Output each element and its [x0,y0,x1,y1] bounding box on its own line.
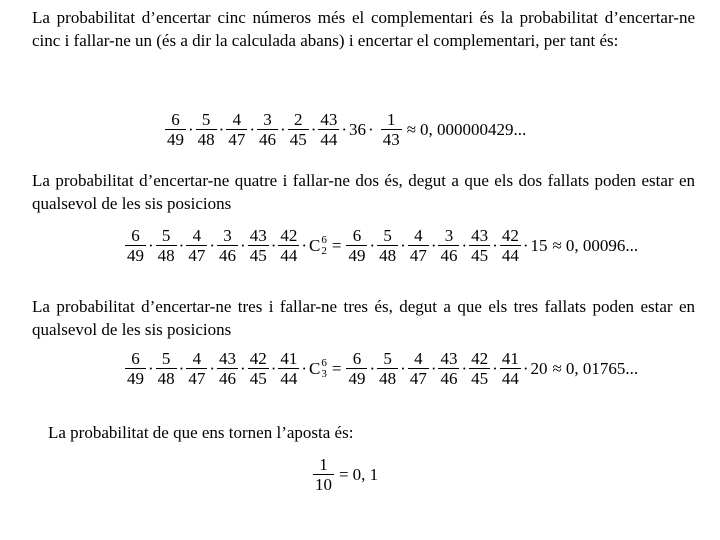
fraction: $\frac{5}{48}$ [379,226,397,265]
fraction: $\frac{6}{49}$ [127,349,144,388]
result: 0, 01765... [565,358,639,378]
fraction: $\frac{43}{45}$ [249,226,267,265]
fraction: $\frac{43}{46}$ [219,349,237,388]
fraction: $\frac{41}{44}$ [280,349,298,388]
fraction: $\frac{43}{45}$ [471,226,489,265]
combination-symbol: C 6 2 [309,233,327,257]
fraction: $\frac{41}{44}$ [501,349,519,388]
fraction: $\frac{6}{49}$ [127,226,144,265]
fraction: $\frac{2}{45}$ [289,110,307,149]
fraction: $\frac{42}{44}$ [501,226,519,265]
fraction: $\frac{6}{49}$ [348,226,366,265]
fraction: $\frac{5}{48}$ [197,110,215,149]
multiplier: 36 [349,120,367,139]
equation-quatre-encerts: $\frac{6}{49}$ · $\frac{5}{48}$ · $\frac{4}{47}$ · $\frac{3}{46}$ · $\frac{43}{45}$ · $\frac{42}{44}$ · C 6 2 = $\frac{6}{49}$ · $\frac{5}{48}$ · $\frac{4}{47}$ · $\frac{3}{46}$ · $\frac{43}{45}$ · $\frac{42}{44}$ · 15 ≈ 0, 00096... [127,226,639,265]
result: 0, 000000429... [420,119,527,139]
fraction: $\frac{1}{10}$ [315,455,332,494]
fraction: $\frac{43}{46}$ [440,349,458,388]
fraction: $\frac{4}{47}$ [409,226,427,265]
fraction: $\frac{3}{46}$ [440,226,458,265]
fraction: $\frac{3}{46}$ [219,226,237,265]
fraction: $\frac{42}{45}$ [249,349,267,388]
multiplier: 15 [530,236,548,255]
equation-aposta: $\frac{1}{10}$ = 0, 1 [315,455,379,494]
fraction: $\frac{5}{48}$ [379,349,397,388]
fraction: $\frac{42}{44}$ [280,226,298,265]
paragraph-aposta: La probabilitat de que ens tornen l’aposta és: [48,423,354,442]
fraction: $\frac{4}{47}$ [188,349,206,388]
fraction: $\frac{42}{45}$ [471,349,489,388]
fraction: $\frac{5}{48}$ [157,226,175,265]
multiplier: 20 [530,359,548,378]
equation-tres-encerts: $\frac{6}{49}$ · $\frac{5}{48}$ · $\frac{4}{47}$ · $\frac{43}{46}$ · $\frac{42}{45}$ · $\frac{41}{44}$ · C 6 3 = $\frac{6}{49}$ · $\frac{5}{48}$ · $\frac{4}{47}$ · $\frac{43}{46}$ · $\frac{42}{45}$ · $\frac{41}{44}$ · 20 ≈ 0, 01765... [127,349,639,388]
fraction: $\frac{6}{49}$ [348,349,366,388]
paragraph-complementari: La probabilitat d’encertar cinc números més el complementari és la probabilitat d’encertar-ne cinc i fallar-ne un (és a dir la calculada abans) i encertar el complementari, per tant és: [32,8,695,50]
fraction: $\frac{6}{49}$ [167,110,184,149]
fraction: $\frac{4}{47}$ [188,226,206,265]
fraction: $\frac{4}{47}$ [409,349,427,388]
fraction: $\frac{3}{46}$ [259,110,277,149]
paragraph-tres-encerts: La probabilitat d’encertar-ne tres i fallar-ne tres és, degut a que els tres fallats poden estar en qualsevol de les sis posicions [32,297,695,339]
fraction: $\frac{5}{48}$ [157,349,175,388]
fraction: $\frac{43}{44}$ [320,110,338,149]
result: 0, 00096... [565,235,639,255]
combination-symbol: C 6 3 [309,356,327,380]
paragraph-quatre-encerts: La probabilitat d’encertar-ne quatre i fallar-ne dos és, degut a que els dos fallats poden estar en qualsevol de les sis posicions [32,171,695,213]
fraction: $\frac{1}{43}$ [382,110,400,149]
result: 0, 1 [352,464,379,484]
fraction: $\frac{4}{47}$ [228,110,246,149]
equation-complementari: $\frac{6}{49}$ · $\frac{5}{48}$ · $\frac{4}{47}$ · $\frac{3}{46}$ · $\frac{2}{45}$ · $\frac{43}{44}$ · 36 · $\frac{1}{43}$ ≈ 0, 000000429... [167,110,527,149]
